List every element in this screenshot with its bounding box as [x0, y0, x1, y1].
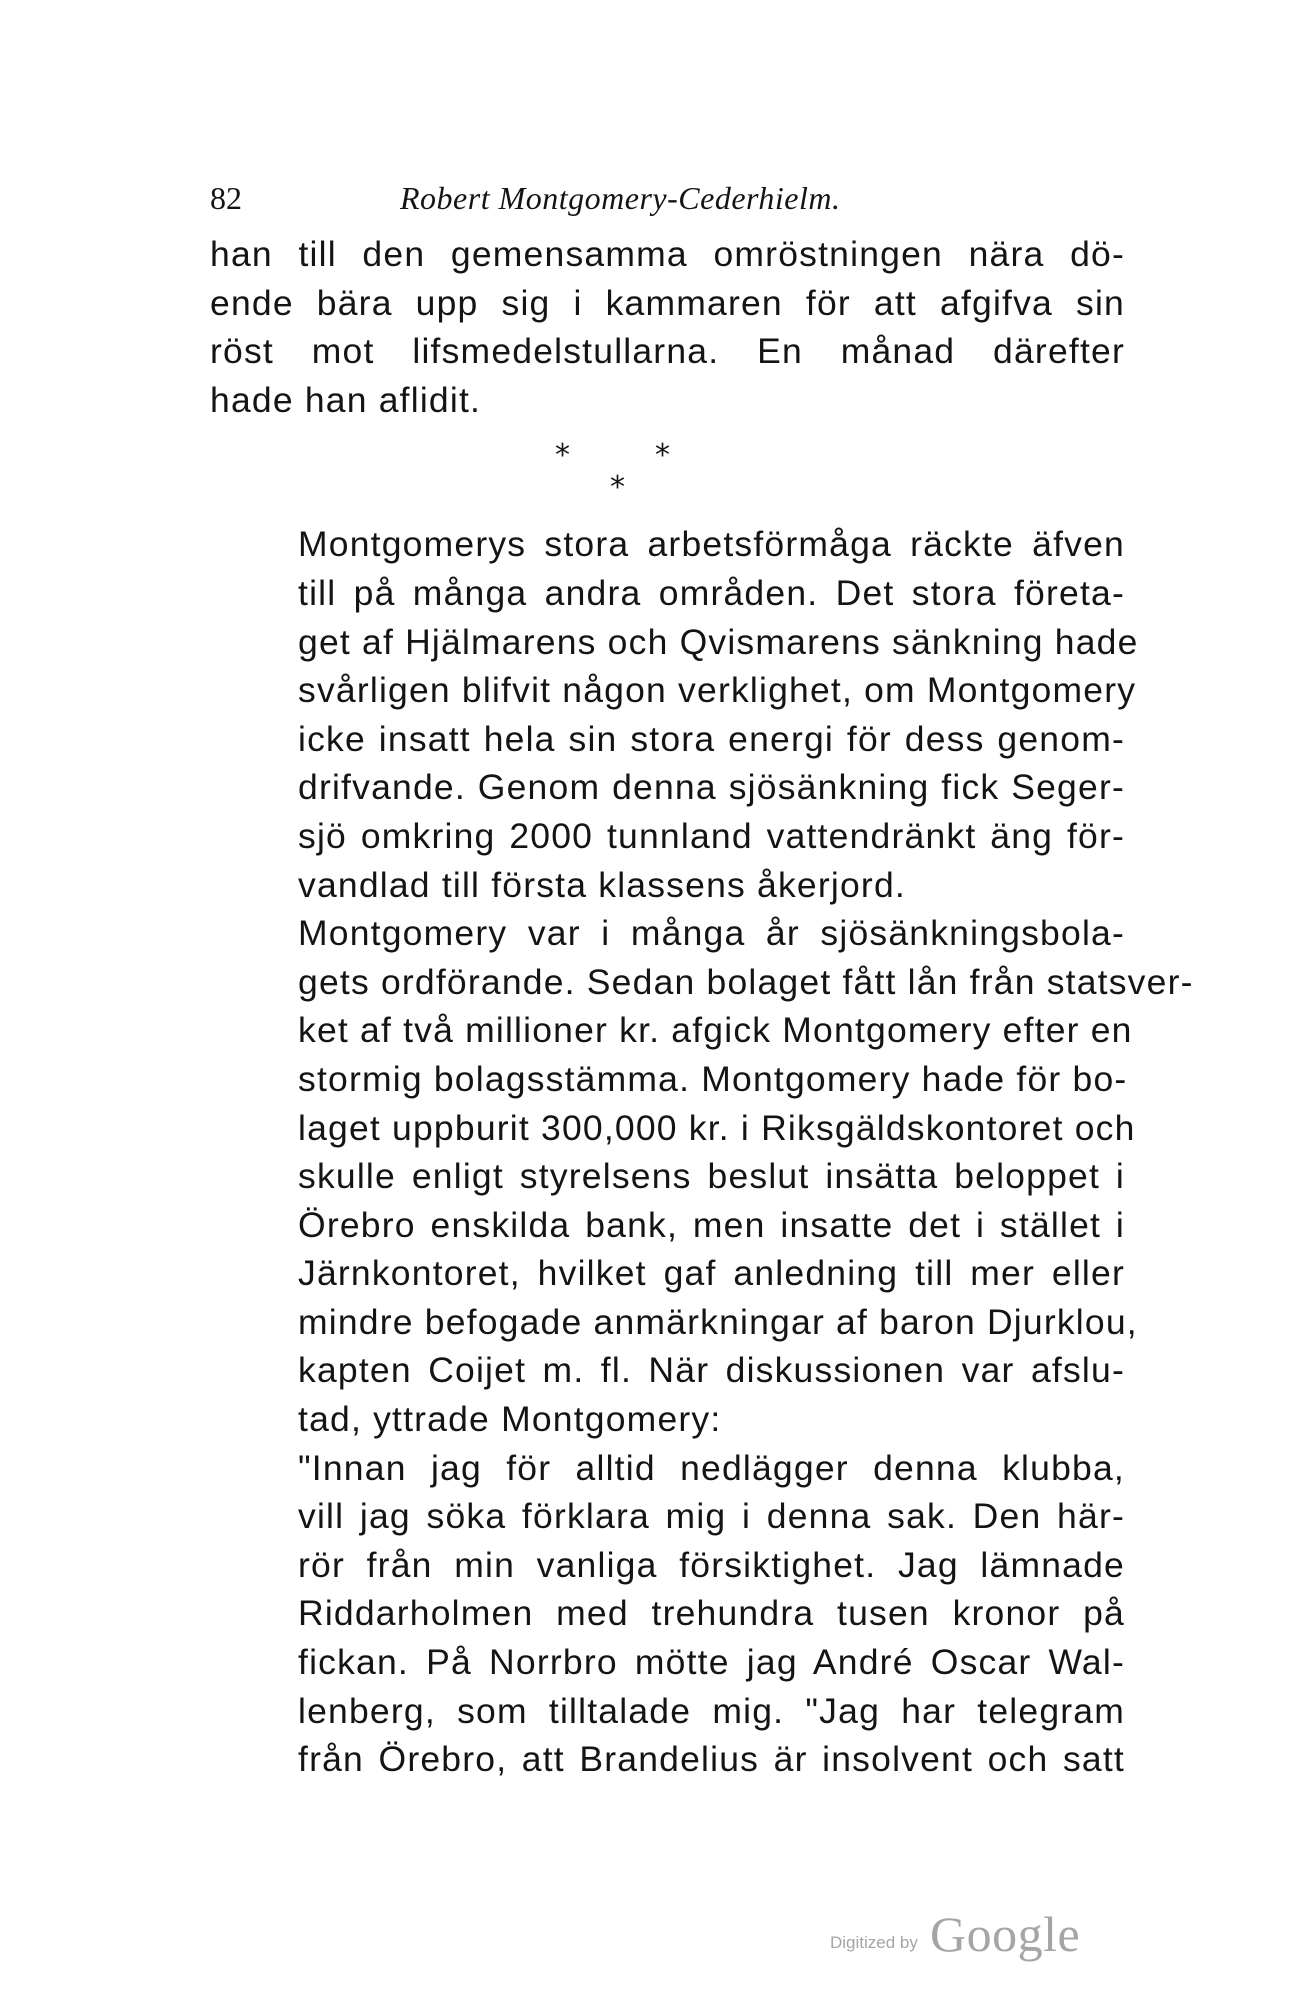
text-line: vandlad till första klassens åkerjord.	[298, 864, 906, 905]
text-line: kapten Coijet m. fl. När diskussionen var afslu-	[298, 1350, 1125, 1391]
text-line: get af Hjälmarens och Qvismarens sänkning hade	[298, 621, 1139, 662]
text-line: skulle enligt styrelsens beslut insätta beloppet i	[298, 1156, 1125, 1197]
paragraph-3	[210, 909, 1194, 1444]
text-line: Riddarholmen med trehundra tusen kronor på	[298, 1593, 1125, 1634]
page-number: 82	[210, 180, 242, 216]
text-line: drifvande. Genom denna sjösänkning fick Seger-	[298, 767, 1125, 808]
text-line: "Innan jag för alltid nedlägger denna klubba,	[298, 1447, 1125, 1488]
text-line: laget uppburit 300,000 kr. i Riksgäldskontoret och	[298, 1107, 1136, 1148]
text-line: till på många andra områden. Det stora företa-	[298, 572, 1125, 613]
text-line: Montgomerys stora arbetsförmåga räckte äfven	[298, 524, 1125, 565]
text-line: rör från min vanliga försiktighet. Jag lämnade	[298, 1544, 1125, 1585]
paragraph-1	[210, 230, 1125, 424]
asterisk: *	[610, 470, 627, 506]
body-text	[210, 230, 1194, 1784]
text-line: tad, yttrade Montgomery:	[298, 1399, 722, 1440]
google-logo: Google	[930, 1906, 1081, 1962]
asterisk: *	[655, 438, 672, 474]
running-head	[210, 170, 1125, 230]
text-line: Montgomery var i många år sjösänkningsbola-	[298, 913, 1125, 954]
asterisk: *	[555, 438, 572, 474]
text-line: ket af två millioner kr. afgick Montgomery efter en	[298, 1010, 1133, 1051]
text-line: stormig bolagsstämma. Montgomery hade för bo-	[298, 1058, 1128, 1099]
text-line: mindre befogade anmärkningar af baron Djurklou,	[298, 1301, 1138, 1342]
paragraph-4	[210, 1444, 1125, 1784]
text-line: svårligen blifvit någon verklighet, om Montgomery	[298, 670, 1137, 711]
text-line: fickan. På Norrbro mötte jag André Oscar Wal-	[298, 1642, 1125, 1683]
running-title: Robert Montgomery-Cederhielm.	[400, 180, 841, 216]
paragraph-2	[210, 520, 1139, 909]
text-line: vill jag söka förklara mig i denna sak. Den här-	[298, 1496, 1125, 1537]
text-line: ende bära upp sig i kammaren för att afgifva sin	[210, 282, 1125, 323]
text-line: lenberg, som tilltalade mig. "Jag har telegram	[298, 1690, 1125, 1731]
watermark-small-text: Digitized by	[830, 1933, 918, 1952]
text-line: hade han aflidit.	[210, 379, 482, 420]
text-line: han till den gemensamma omröstningen nära dö-	[210, 234, 1125, 274]
google-watermark	[830, 1905, 1130, 1965]
text-line: Järnkontoret, hvilket gaf anledning till mer eller	[298, 1253, 1125, 1294]
section-separator	[210, 424, 1125, 520]
text-line: röst mot lifsmedelstullarna. En månad därefter	[210, 331, 1125, 372]
text-line: sjö omkring 2000 tunnland vattendränkt äng för-	[298, 815, 1125, 856]
text-line: gets ordförande. Sedan bolaget fått lån från statsver-	[298, 961, 1194, 1002]
book-page	[210, 170, 1194, 1784]
text-line: Örebro enskilda bank, men insatte det i stället i	[298, 1204, 1125, 1245]
text-line: från Örebro, att Brandelius är insolvent och satt	[298, 1739, 1125, 1780]
text-line: icke insatt hela sin stora energi för dess genom-	[298, 718, 1125, 759]
